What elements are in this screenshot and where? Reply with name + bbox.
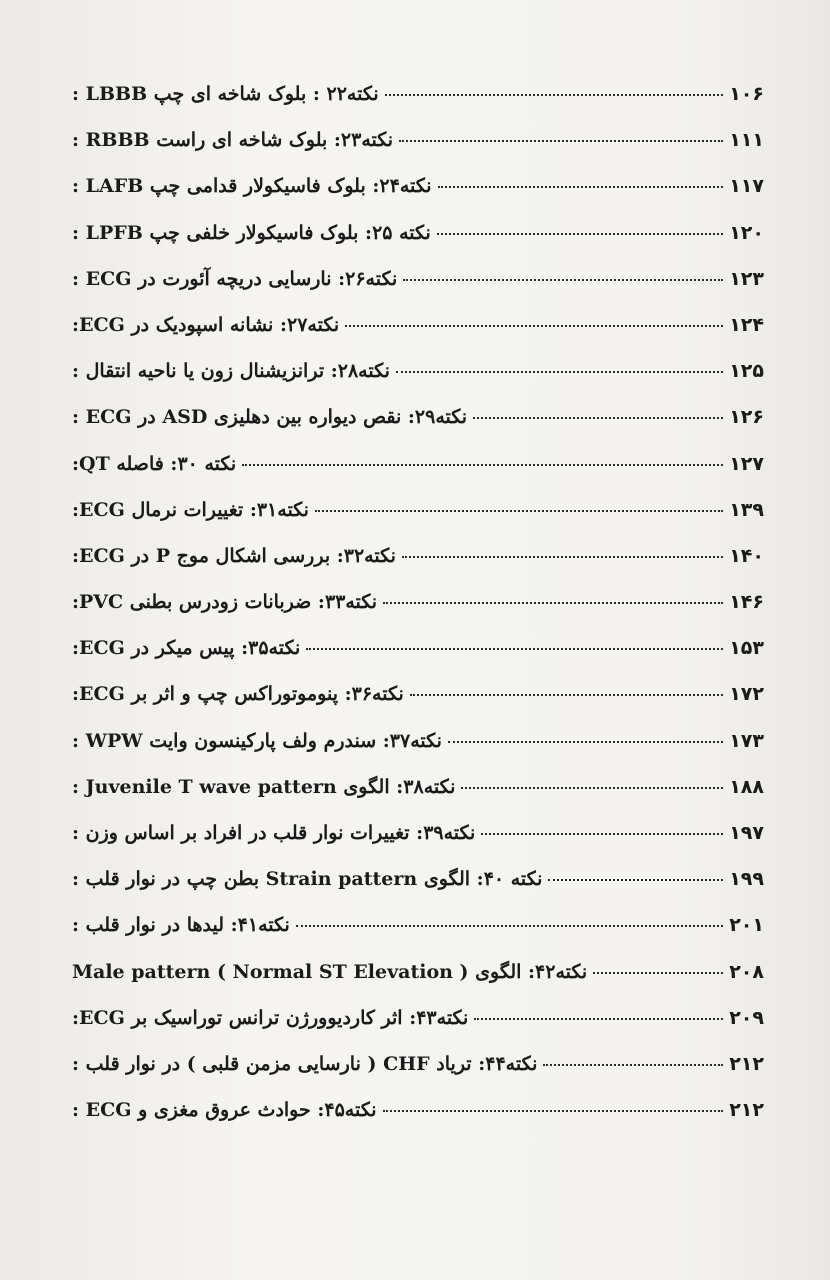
toc-entry-page-number: ۱۲۴: [729, 313, 764, 336]
toc-entry-title: نکته۲۸: ترانزیشنال زون یا ناحیه انتقال :: [72, 360, 390, 383]
toc-entry-title: نکته۳۶: پنوموتوراکس چپ و اثر بر ECG:: [72, 683, 404, 706]
toc-entry-title: نکته۴۴: تریاد CHF ( نارسایی مزمن قلبی ) در نوار قلب :: [72, 1052, 538, 1075]
toc-entry-page-number: ۲۱۲: [729, 1052, 764, 1075]
toc-entry: [72, 776, 764, 822]
toc-entry: [72, 175, 764, 221]
toc-entry-title: نکته۲۶: نارسایی دریچه آئورت در ECG :: [72, 267, 398, 290]
toc-entry-title: نکته۴۵: حوادث عروق مغزی و ECG :: [72, 1099, 377, 1122]
toc-entry-page-number: ۱۳۹: [729, 498, 764, 521]
dot-leader: [345, 325, 723, 327]
dot-leader: [473, 417, 723, 419]
toc-entry: [72, 453, 764, 499]
toc-entry-title: نکته ۲۵: بلوک فاسیکولار خلفی چپ LPFB :: [72, 221, 431, 244]
toc-entry: [72, 1099, 764, 1145]
toc-entry-page-number: ۱۴۰: [729, 544, 764, 567]
dot-leader: [437, 233, 723, 235]
dot-leader: [593, 972, 723, 974]
toc-entry-page-number: ۱۱۱: [729, 129, 764, 152]
toc-entry: [72, 222, 764, 268]
dot-leader: [481, 833, 723, 835]
toc-entry: [72, 730, 764, 776]
toc-entry-page-number: ۱۹۹: [729, 868, 764, 891]
toc-entry-title: نکته۳۵: پیس میکر در ECG:: [72, 637, 301, 660]
dot-leader: [403, 279, 723, 281]
toc-entry-page-number: ۲۰۹: [729, 1006, 764, 1029]
dot-leader: [410, 694, 723, 696]
toc-entry: [72, 914, 764, 960]
toc-entry-page-number: ۱۵۳: [729, 637, 764, 660]
toc-entry: [72, 1007, 764, 1053]
dot-leader: [383, 1110, 724, 1112]
dot-leader: [548, 879, 723, 881]
toc-entry: [72, 406, 764, 452]
toc-entry: [72, 868, 764, 914]
toc-entry-page-number: ۱۲۷: [729, 452, 764, 475]
toc-entry-title: نکته ۴۰: الگوی Strain pattern بطن چپ در نوار قلب :: [72, 868, 543, 891]
dot-leader: [399, 140, 723, 142]
toc-entry-title: نکته ۳۰: فاصله QT:: [72, 452, 237, 475]
dot-leader: [438, 186, 724, 188]
toc-entry-title: نکته۳۷: سندرم ولف پارکینسون وایت WPW :: [72, 729, 442, 752]
toc-entry-title: نکته۲۹: نقص دیواره بین دهلیزی ASD در ECG :: [72, 406, 468, 429]
toc-entry: [72, 499, 764, 545]
toc-entry-page-number: ۱۰۶: [729, 83, 764, 105]
toc-entry: [72, 360, 764, 406]
dot-leader: [383, 602, 723, 604]
toc-entry-title: نکته۲۳: بلوک شاخه ای راست RBBB :: [72, 129, 394, 152]
toc-entry-title: نکته۲۴: بلوک فاسیکولار قدامی چپ LAFB :: [72, 175, 432, 198]
toc-entry-page-number: ۱۸۸: [729, 775, 764, 798]
dot-leader: [306, 648, 723, 650]
toc-entry-page-number: ۲۰۸: [729, 960, 764, 983]
toc-entry-page-number: ۱۲۶: [729, 406, 764, 429]
dot-leader: [296, 925, 723, 927]
toc-entry: [72, 822, 764, 868]
toc-entry: [72, 591, 764, 637]
toc-entry-title: نکته۴۳: اثر کاردیوورژن ترانس توراسیک بر ECG:: [72, 1006, 469, 1029]
dot-leader: [242, 464, 723, 466]
toc-entry: [72, 268, 764, 314]
toc-entry-page-number: ۱۱۷: [729, 175, 764, 198]
toc-entry: [72, 83, 764, 129]
dot-leader: [385, 94, 724, 96]
toc-entry-title: نکته۴۲: الگوی Male pattern ( Normal ST Elevation ): [72, 960, 588, 983]
toc-entry-page-number: ۱۴۶: [729, 591, 764, 614]
toc-entry-page-number: ۱۹۷: [729, 822, 764, 844]
toc-entry-title: نکته۳۹: تغییرات نوار قلب در افراد بر اساس وزن :: [72, 822, 476, 844]
toc-entry-title: نکته۲۲ : بلوک شاخه ای چپ LBBB :: [72, 83, 379, 105]
toc-entry-page-number: ۱۲۰: [729, 221, 764, 244]
toc-entry: [72, 637, 764, 683]
dot-leader: [315, 510, 723, 512]
dot-leader: [461, 787, 723, 789]
toc-entry: [72, 961, 764, 1007]
toc-entry-page-number: ۲۱۲: [729, 1099, 764, 1122]
toc-entry-title: نکته۴۱: لیدها در نوار قلب :: [72, 914, 290, 937]
toc-entry-title: نکته۲۷: نشانه اسپودیک در ECG:: [72, 313, 340, 336]
toc-entry-page-number: ۱۲۵: [729, 360, 764, 383]
dot-leader: [543, 1064, 723, 1066]
toc-entry: [72, 314, 764, 360]
toc-entry-page-number: ۱۷۲: [729, 683, 764, 706]
toc-entry: [72, 683, 764, 729]
toc-entry-title: نکته۳۳: ضربانات زودرس بطنی PVC:: [72, 591, 378, 614]
toc-entry-page-number: ۱۲۳: [729, 267, 764, 290]
toc-entry-page-number: ۱۷۳: [729, 729, 764, 752]
toc-entry: [72, 1053, 764, 1099]
dot-leader: [396, 371, 723, 373]
dot-leader: [448, 741, 723, 743]
toc-entry-title: نکته۳۱: تغییرات نرمال ECG:: [72, 498, 309, 521]
toc-entry-page-number: ۲۰۱: [729, 914, 764, 937]
table-of-contents: [72, 83, 764, 1145]
toc-entry-title: نکته۳۸: الگوی Juvenile T wave pattern :: [72, 775, 456, 798]
toc-entry: [72, 129, 764, 175]
toc-entry-title: نکته۳۲: بررسی اشکال موج P در ECG:: [72, 544, 396, 567]
dot-leader: [402, 556, 723, 558]
dot-leader: [474, 1018, 723, 1020]
toc-entry: [72, 545, 764, 591]
